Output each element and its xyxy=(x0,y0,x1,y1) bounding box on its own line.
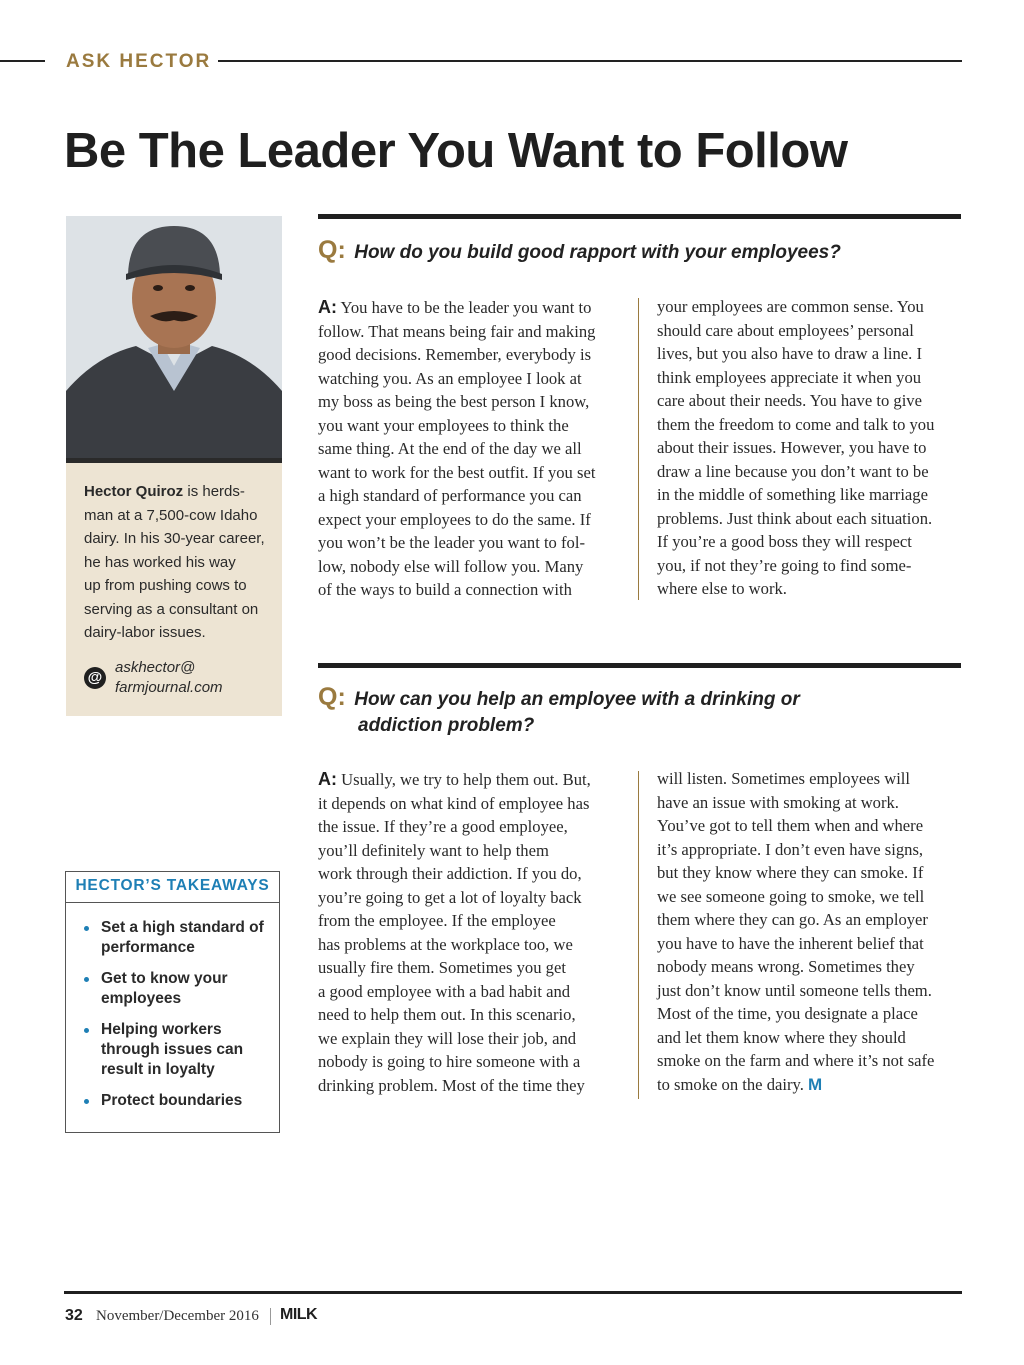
takeaway-text: Get to know your employees xyxy=(101,970,228,1007)
header-rule-left xyxy=(0,60,45,62)
answer-2-column-1 xyxy=(318,768,630,1097)
question-2-mark: Q: xyxy=(318,683,346,711)
takeaways-list xyxy=(84,918,274,1122)
page-title: Be The Leader You Want to Follow xyxy=(64,124,848,178)
question-1 xyxy=(318,236,841,266)
page-number: 32 xyxy=(65,1307,83,1324)
footer-separator xyxy=(270,1308,271,1325)
author-bio-text: is herds- man at a 7,500-cow Idaho dairy. In his 30-year career, he has worked his way up from pushing cows to serving as a consultant on dairy-labor issues. xyxy=(84,483,265,641)
bullet-icon xyxy=(84,977,89,982)
question-2-text-line-1: How can you help an employee with a drinking or xyxy=(354,689,800,710)
author-bio xyxy=(84,480,274,645)
footer-rule xyxy=(64,1291,962,1294)
question-2-rule xyxy=(318,663,961,668)
section-label: ASK HECTOR xyxy=(66,51,212,72)
takeaway-text: Set a high standard of performance xyxy=(101,919,264,956)
author-photo xyxy=(66,216,282,463)
question-1-text: How do you build good rapport with your employees? xyxy=(354,242,841,263)
end-mark: M xyxy=(808,1074,823,1094)
issue-date: November/December 2016 xyxy=(96,1308,259,1324)
email-line-1: askhector@ xyxy=(115,659,196,676)
takeaway-text: Protect boundaries xyxy=(101,1092,243,1109)
answer-1-text-1: You have to be the leader you want to follow. That means being fair and making good decisions. Remember, everybody is watching you. As an employee I look at my boss as being the best person I know, you want your employees to think the same thing. At the end of the day we all want to work for the best outfit. If you set a high standard of performance you can expect your employees to do the same. If you won’t be the leader you want to fol- low, nobody else will follow you. Many of the ways to build a connection with xyxy=(318,298,596,599)
column-divider-2 xyxy=(638,771,639,1099)
email-icon: @ xyxy=(84,667,106,689)
takeaway-item xyxy=(84,1020,274,1080)
question-1-mark: Q: xyxy=(318,236,346,264)
author-email[interactable] xyxy=(115,658,223,698)
answer-1-column-1 xyxy=(318,296,630,602)
takeaways-title: HECTOR’S TAKEAWAYS xyxy=(75,877,270,894)
answer-2-column-2 xyxy=(657,767,962,1096)
photo-divider xyxy=(66,458,282,463)
author-name: Hector Quiroz xyxy=(84,483,184,500)
header-rule-right xyxy=(218,60,962,62)
takeaway-item xyxy=(84,918,274,958)
question-2 xyxy=(318,683,800,713)
question-2-text-line-2: addiction problem? xyxy=(358,715,535,736)
takeaways-divider xyxy=(65,902,280,903)
takeaway-item xyxy=(84,969,274,1009)
takeaway-text: Helping workers through issues can result in loyalty xyxy=(101,1021,244,1078)
bullet-icon xyxy=(84,1099,89,1104)
answer-2-text-1: Usually, we try to help them out. But, it depends on what kind of employee has the issue. If they’re a good employee, you’ll definitely want to help them work through their addiction. If you do, you’re going to get a lot of loyalty back from the employee. If the employee has problems at the workplace too, we usually fire them. Sometimes you get a good employee with a bad habit and need to help them out. In this scenario, we explain they will lose their job, and nobody is going to hire someone with a drinking problem. Most of the time they xyxy=(318,770,591,1095)
column-divider-1 xyxy=(638,298,639,600)
takeaway-item xyxy=(84,1091,274,1111)
question-1-rule xyxy=(318,214,961,219)
answer-1-column-2: your employees are common sense. You should care about employees’ personal lives, but you also have to draw a line. I think employees appreciate it when you care about their needs. You have to give them the freedom to come and talk to you about their issues. However, you have to draw a line because you don’t want to be in the middle of something like marriage problems. Just think about each situation. If you’re a good boss they will respect you, if not they’re going to find some- where else to work. xyxy=(657,297,935,598)
bullet-icon xyxy=(84,926,89,931)
answer-1-mark: A: xyxy=(318,297,337,317)
publication-logo: MILK xyxy=(280,1306,318,1323)
answer-2-mark: A: xyxy=(318,769,337,789)
bullet-icon xyxy=(84,1028,89,1033)
email-line-2: farmjournal.com xyxy=(115,679,223,696)
answer-2-text-2: will listen. Sometimes employees will have an issue with smoking at work. You’ve got to tell them when and where it’s appropriate. I don’t even have signs, but they know where they can smoke. If we see someone going to smoke, we tell them where they can go. As an employer you have to have the inherent belief that nobody means wrong. Sometimes they just don’t know until someone tells them. Most of the time, you designate a place and let them know where they should smoke on the farm and where it’s not safe to smoke on the dairy. xyxy=(657,769,935,1094)
